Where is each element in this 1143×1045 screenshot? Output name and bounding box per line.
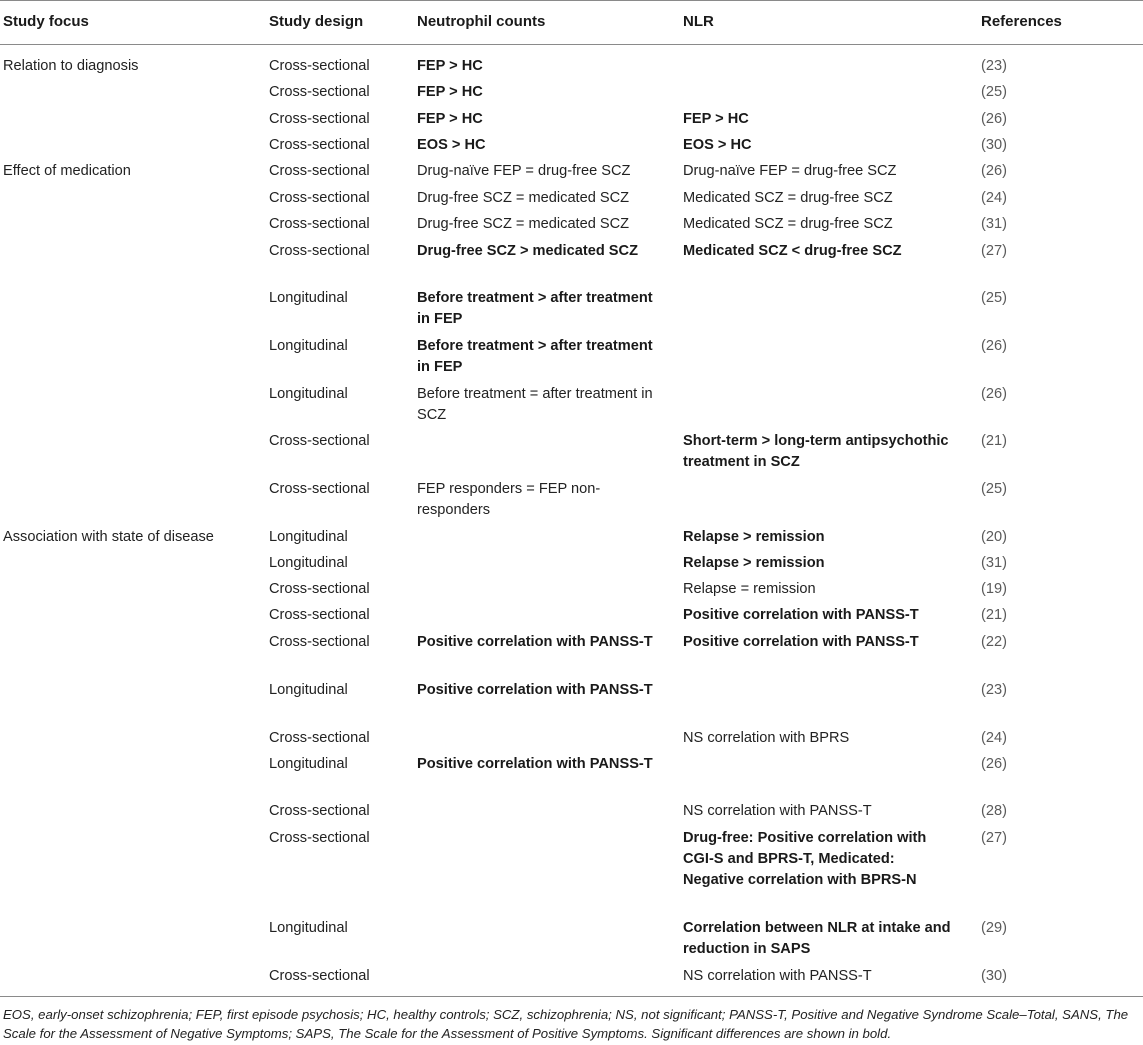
reference-cell: (26): [981, 756, 1007, 772]
reference-cell: (26): [981, 111, 1007, 127]
study-design-cell: Cross-sectional: [269, 830, 370, 846]
study-design-cell: Cross-sectional: [269, 243, 370, 259]
reference-cell: (23): [981, 58, 1007, 74]
reference-cell: (25): [981, 290, 1007, 306]
nlr-cell: Medicated SCZ < drug-free SCZ: [683, 243, 902, 259]
study-design-cell: Cross-sectional: [269, 581, 370, 597]
neutrophil-counts-cell: Drug-free SCZ = medicated SCZ: [417, 216, 630, 232]
reference-cell: (30): [981, 968, 1007, 984]
header-rule: [0, 44, 1143, 45]
nlr-cell: Relapse > remission: [683, 555, 825, 571]
header-references: References: [981, 13, 1062, 30]
study-design-cell: Cross-sectional: [269, 607, 370, 623]
neutrophil-counts-cell: FEP > HC: [417, 111, 483, 127]
study-design-cell: Cross-sectional: [269, 163, 370, 179]
reference-cell: (21): [981, 433, 1007, 449]
reference-cell: (26): [981, 338, 1007, 354]
reference-cell: (25): [981, 481, 1007, 497]
study-design-cell: Longitudinal: [269, 555, 348, 571]
reference-cell: (23): [981, 682, 1007, 698]
study-design-cell: Cross-sectional: [269, 803, 370, 819]
reference-cell: (26): [981, 386, 1007, 402]
table-footnote: EOS, early-onset schizophrenia; FEP, first episode psychosis; HC, healthy controls; SCZ, schizophrenia; NS, not significant; PANSS-T, Positive and Negative Syndrome Scale–Total, SANS, The Scale for the Assessment of Negative Symptoms; SAPS, The Scale for the Assessment of Positive Symptoms. Significant differences are shown in bold.: [3, 1007, 1129, 1041]
reference-cell: (31): [981, 216, 1007, 232]
bottom-rule: [0, 996, 1143, 997]
reference-cell: (29): [981, 920, 1007, 936]
study-design-cell: Cross-sectional: [269, 190, 370, 206]
reference-cell: (30): [981, 137, 1007, 153]
nlr-cell: Drug-naïve FEP = drug-free SCZ: [683, 163, 897, 179]
nlr-cell: Correlation between NLR at intake and reduction in SAPS: [683, 920, 951, 957]
neutrophil-counts-cell: Before treatment > after treatment in FEP: [417, 338, 653, 375]
study-design-cell: Longitudinal: [269, 529, 348, 545]
reference-cell: (24): [981, 190, 1007, 206]
reference-cell: (20): [981, 529, 1007, 545]
nlr-cell: Relapse = remission: [683, 581, 816, 597]
nlr-cell: NS correlation with BPRS: [683, 730, 850, 746]
neutrophil-counts-cell: FEP > HC: [417, 84, 483, 100]
header-neutrophil-counts: Neutrophil counts: [417, 13, 546, 30]
study-design-cell: Longitudinal: [269, 386, 348, 402]
header-study-design: Study design: [269, 13, 364, 30]
neutrophil-counts-cell: Before treatment > after treatment in FEP: [417, 290, 653, 327]
neutrophil-counts-cell: EOS > HC: [417, 137, 486, 153]
header-study-focus: Study focus: [3, 13, 89, 30]
nlr-cell: Short-term > long-term antipsychothic treatment in SCZ: [683, 433, 949, 470]
nlr-cell: NS correlation with PANSS-T: [683, 968, 872, 984]
reference-cell: (27): [981, 243, 1007, 259]
study-design-cell: Longitudinal: [269, 682, 348, 698]
study-design-cell: Cross-sectional: [269, 137, 370, 153]
neutrophil-counts-cell: Drug-free SCZ > medicated SCZ: [417, 243, 638, 259]
study-design-cell: Cross-sectional: [269, 634, 370, 650]
study-design-cell: Longitudinal: [269, 920, 348, 936]
nlr-cell: EOS > HC: [683, 137, 752, 153]
study-design-cell: Cross-sectional: [269, 111, 370, 127]
header-nlr: NLR: [683, 13, 714, 30]
study-design-cell: Cross-sectional: [269, 216, 370, 232]
neutrophil-counts-cell: FEP responders = FEP non-responders: [417, 481, 601, 518]
study-design-cell: Cross-sectional: [269, 84, 370, 100]
reference-cell: (26): [981, 163, 1007, 179]
reference-cell: (31): [981, 555, 1007, 571]
study-design-cell: Cross-sectional: [269, 730, 370, 746]
reference-cell: (27): [981, 830, 1007, 846]
reference-cell: (25): [981, 84, 1007, 100]
study-design-cell: Longitudinal: [269, 290, 348, 306]
study-focus-cell: Relation to diagnosis: [3, 58, 139, 74]
nlr-cell: Medicated SCZ = drug-free SCZ: [683, 190, 893, 206]
study-design-cell: Longitudinal: [269, 756, 348, 772]
top-rule: [0, 0, 1143, 1]
nlr-cell: Medicated SCZ = drug-free SCZ: [683, 216, 893, 232]
nlr-cell: Positive correlation with PANSS-T: [683, 634, 919, 650]
neutrophil-counts-cell: Drug-naïve FEP = drug-free SCZ: [417, 163, 631, 179]
reference-cell: (21): [981, 607, 1007, 623]
neutrophil-counts-cell: Drug-free SCZ = medicated SCZ: [417, 190, 630, 206]
neutrophil-counts-cell: Positive correlation with PANSS-T: [417, 682, 653, 698]
nlr-cell: Drug-free: Positive correlation with CGI-S and BPRS-T, Medicated: Negative correlation with BPRS-N: [683, 830, 927, 888]
nlr-cell: FEP > HC: [683, 111, 749, 127]
study-focus-cell: Association with state of disease: [3, 529, 214, 545]
study-design-cell: Cross-sectional: [269, 58, 370, 74]
nlr-cell: Positive correlation with PANSS-T: [683, 607, 919, 623]
study-design-cell: Cross-sectional: [269, 481, 370, 497]
neutrophil-counts-cell: Positive correlation with PANSS-T: [417, 756, 653, 772]
neutrophil-counts-cell: Before treatment = after treatment in SCZ: [417, 386, 653, 423]
neutrophil-counts-cell: FEP > HC: [417, 58, 483, 74]
nlr-cell: Relapse > remission: [683, 529, 825, 545]
reference-cell: (22): [981, 634, 1007, 650]
reference-cell: (24): [981, 730, 1007, 746]
neutrophil-counts-cell: Positive correlation with PANSS-T: [417, 634, 653, 650]
study-design-cell: Cross-sectional: [269, 968, 370, 984]
study-focus-cell: Effect of medication: [3, 163, 131, 179]
study-design-cell: Longitudinal: [269, 338, 348, 354]
reference-cell: (19): [981, 581, 1007, 597]
reference-cell: (28): [981, 803, 1007, 819]
study-design-cell: Cross-sectional: [269, 433, 370, 449]
nlr-cell: NS correlation with PANSS-T: [683, 803, 872, 819]
